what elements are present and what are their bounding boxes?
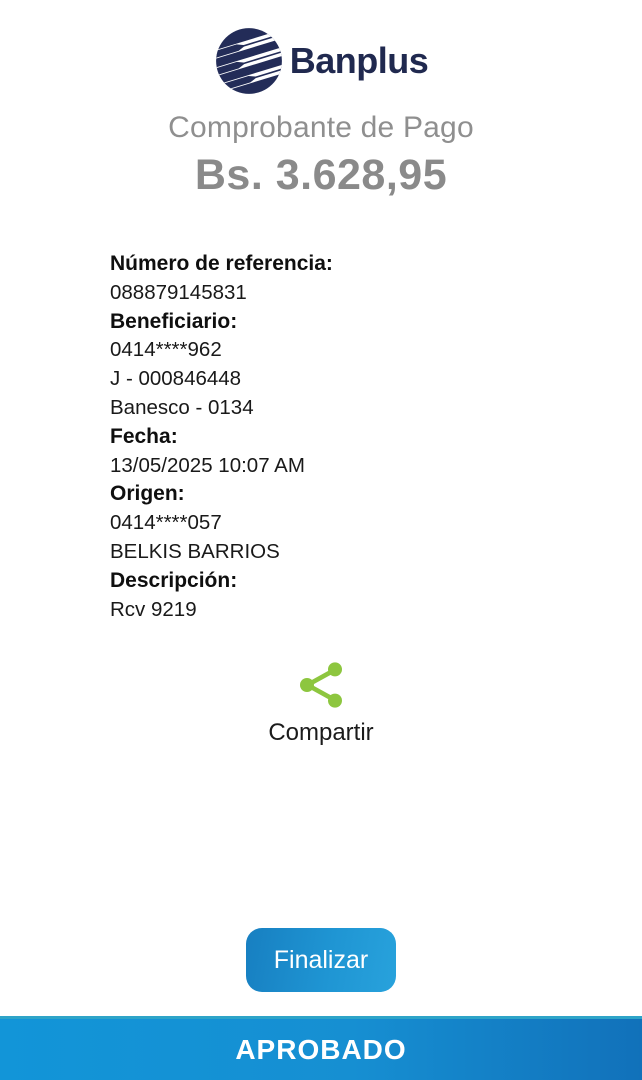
share-label: Compartir (268, 719, 374, 746)
detail-value-beneficiary-id: J - 000846448 (110, 367, 242, 391)
detail-value-beneficiary-phone: 0414****962 (110, 338, 222, 362)
brand-name: Banplus (289, 40, 429, 81)
detail-value-beneficiary-bank: Banesco - 0134 (110, 395, 254, 419)
detail-label-beneficiary: Beneficiario: (110, 309, 238, 333)
detail-value-description: Rcv 9219 (110, 597, 197, 621)
detail-value-date: 13/05/2025 10:07 AM (110, 453, 305, 477)
brand-header (0, 26, 642, 96)
finalize-button[interactable]: Finalizar (246, 928, 396, 992)
share-button[interactable] (0, 656, 642, 747)
detail-value-origin-name: BELKIS BARRIOS (110, 539, 280, 563)
status-bar (0, 1016, 642, 1080)
page-title: Comprobante de Pago (168, 111, 474, 144)
status-badge: APROBADO (235, 1033, 407, 1065)
receipt-details (110, 250, 602, 624)
banplus-logo-icon (214, 26, 284, 96)
detail-label-description: Descripción: (110, 568, 238, 592)
detail-label-reference: Número de referencia: (110, 252, 333, 275)
detail-value-reference: 088879145831 (110, 280, 247, 304)
detail-label-origin: Origen: (110, 482, 185, 506)
detail-value-origin-phone: 0414****057 (110, 511, 222, 535)
share-icon (293, 656, 349, 714)
detail-label-date: Fecha: (110, 424, 178, 448)
payment-amount: Bs. 3.628,95 (194, 151, 448, 199)
